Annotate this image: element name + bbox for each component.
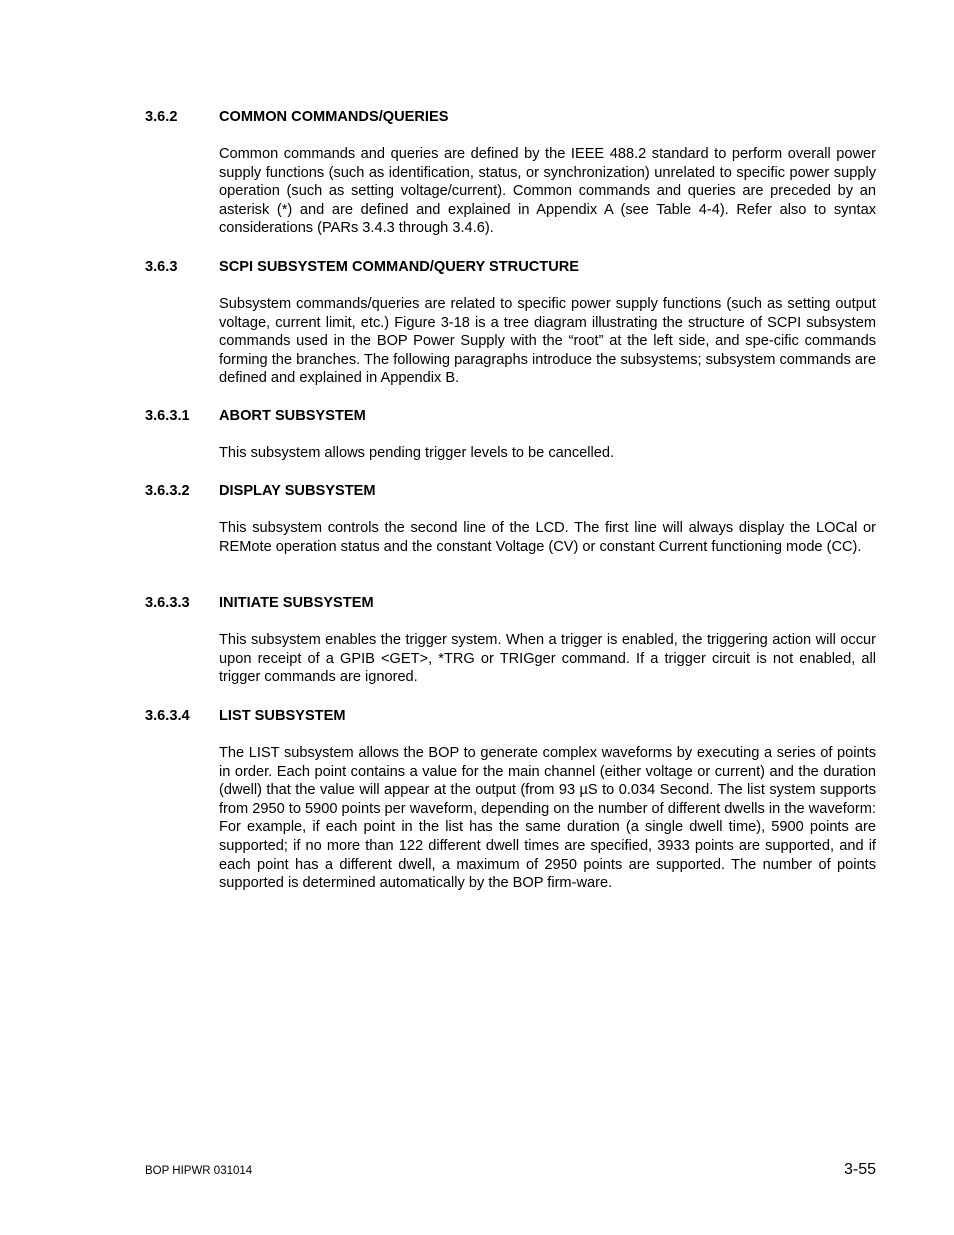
section-heading <box>145 593 876 613</box>
section-body: This subsystem enables the trigger system. When a trigger is enabled, the triggering action will occur upon receipt of a GPIB <GET>, *TRG or TRIGger command. If a trigger circuit is not enabled, all trigger commands are ignored. <box>219 632 876 686</box>
section-body: Subsystem commands/queries are related to specific power supply functions (such as setting output voltage, current limit, etc.) Figure 3-18 is a tree diagram illustrating the structure of SCPI subsystem commands used in the BOP Power Supply with the “root” at the left side, and spe-cific commands forming the branches. The following paragraphs introduce the subsystems; subsystem commands are defined and explained in Appendix B. <box>219 296 876 387</box>
section-number: 3.6.3 <box>145 259 178 275</box>
section-body: The LIST subsystem allows the BOP to generate complex waveforms by executing a series of points in order. Each point contains a value for the main channel (either voltage or current) and the duration (dwell) that the value will appear at the output (from 93 µS to 0.034 Second. The list system supports from 2950 to 5900 points per waveform, depending on the number of different dwells in the waveform: For example, if each point in the list has the same duration (a single dwell time), 5900 points are supported; if no more than 122 different dwell times are specified, 3933 points are supported, and if each point has a different dwell, a maximum of 2950 points are supported. The number of points supported is determined automatically by the BOP firm-ware. <box>219 745 876 892</box>
section-number: 3.6.3.4 <box>145 708 190 724</box>
section-body: This subsystem allows pending trigger levels to be cancelled. <box>219 445 615 461</box>
section-heading <box>145 706 876 726</box>
section-number: 3.6.3.3 <box>145 595 190 611</box>
section-body: This subsystem controls the second line of the LCD. The first line will always display the LOCal or REMote operation status and the constant Voltage (CV) or constant Current functioning mode (CC). <box>219 520 876 555</box>
section-body: Common commands and queries are defined by the IEEE 488.2 standard to perform overall power supply functions (such as identification, status, or synchronization) unrelated to specific power supply operation (such as setting voltage/current). Common commands and queries are preceded by an asterisk (*) and are defined and explained in Appendix A (see Table 4-4). Refer also to syntax considerations (PARs 3.4.3 through 3.4.6). <box>219 146 876 237</box>
section-title: SCPI SUBSYSTEM COMMAND/QUERY STRUCTURE <box>219 259 580 275</box>
section-heading <box>145 257 876 277</box>
section-heading <box>145 481 876 501</box>
footer-page-number: 3-55 <box>843 1161 876 1178</box>
section-title: INITIATE SUBSYSTEM <box>219 595 374 611</box>
section-common-commands <box>145 107 876 238</box>
section-title: LIST SUBSYSTEM <box>219 708 346 724</box>
section-title: COMMON COMMANDS/QUERIES <box>219 109 449 125</box>
section-number: 3.6.3.1 <box>145 408 190 424</box>
footer-doc-id: BOP HIPWR 031014 <box>145 1165 253 1177</box>
section-number: 3.6.2 <box>145 109 178 125</box>
section-initiate-subsystem <box>145 593 876 687</box>
section-title: ABORT SUBSYSTEM <box>219 408 366 424</box>
section-scpi-structure <box>145 257 876 388</box>
section-title: DISPLAY SUBSYSTEM <box>219 483 376 499</box>
section-abort-subsystem <box>145 406 876 463</box>
section-heading <box>145 107 876 127</box>
section-display-subsystem <box>145 481 876 556</box>
section-number: 3.6.3.2 <box>145 483 190 499</box>
section-list-subsystem <box>145 706 876 893</box>
section-heading <box>145 406 876 426</box>
